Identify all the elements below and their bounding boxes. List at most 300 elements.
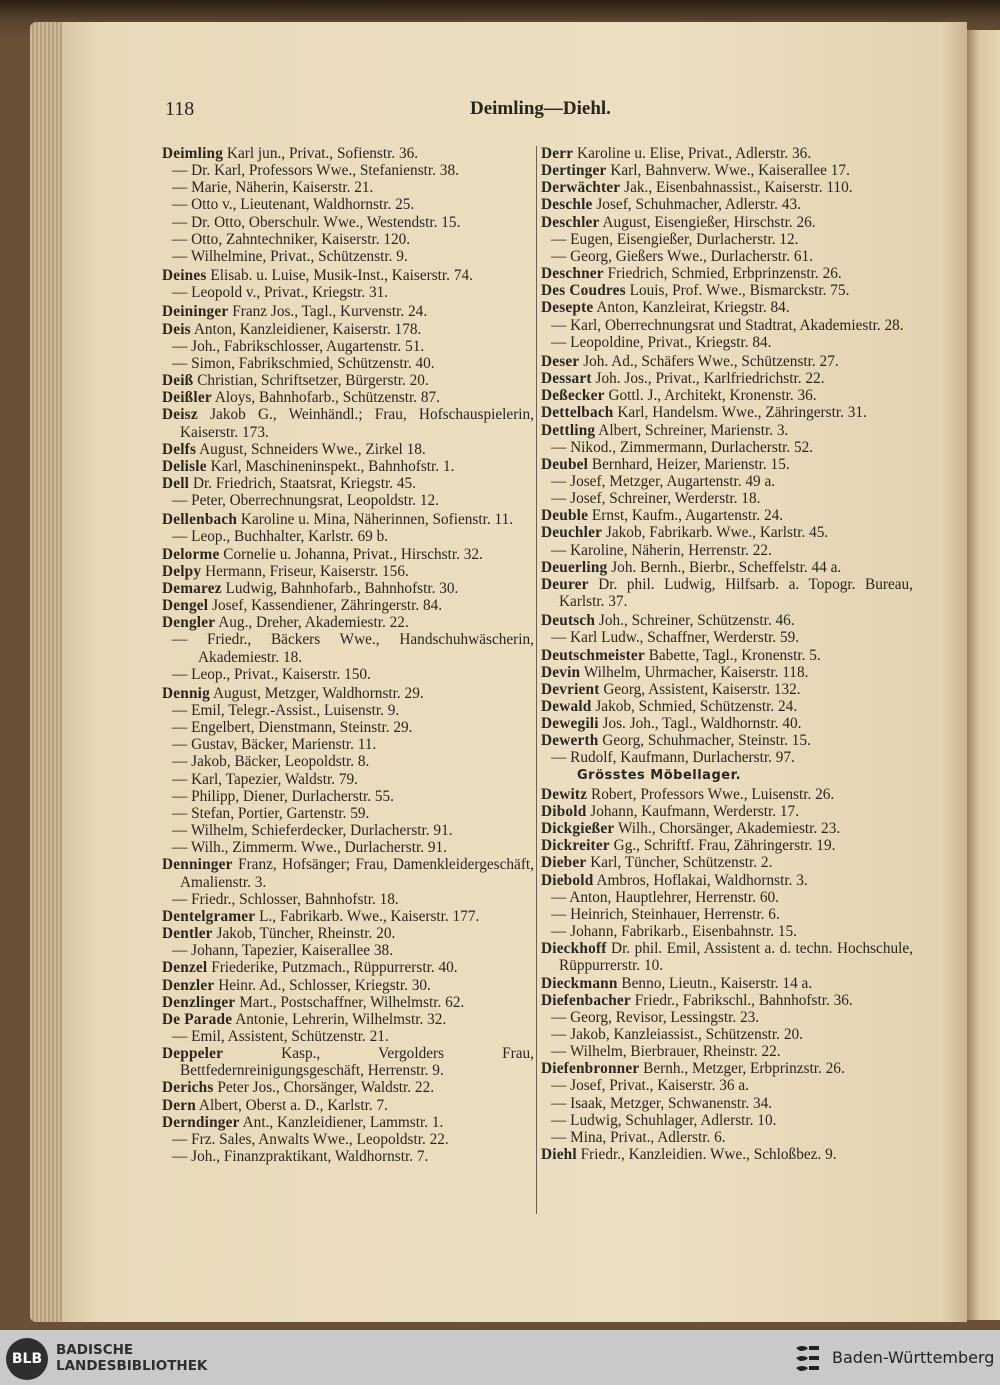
entry-details: Cornelie u. Johanna, Privat., Hirschstr. 32. <box>223 545 483 563</box>
surname: Deutschmeister <box>541 646 645 664</box>
directory-sub-entry <box>541 1129 913 1146</box>
entry-details: Ludwig, Schuhlager, Adlerstr. 10. <box>570 1111 777 1129</box>
entry-details: Joh. Bernh., Bierbr., Scheffelstr. 44 a. <box>611 558 842 576</box>
directory-entry <box>541 612 913 629</box>
surname: Dertinger <box>541 162 607 180</box>
directory-sub-entry <box>162 631 534 665</box>
entry-details: Anton, Kanzleidiener, Kaiserstr. 178. <box>193 320 422 338</box>
entry-details: Christian, Schriftsetzer, Bürgerstr. 20. <box>197 372 429 390</box>
ditto-dash: — <box>172 736 188 754</box>
ditto-dash: — <box>551 472 567 490</box>
right-column <box>541 145 913 1163</box>
entry-details: Karl Ludw., Schaffner, Werderstr. 59. <box>570 629 800 647</box>
entry-details: Elisab. u. Luise, Musik-Inst., Kaiserstr. 74. <box>210 267 473 285</box>
directory-entry <box>541 854 913 871</box>
entry-details: Louis, Prof. Wwe., Bismarckstr. 75. <box>629 282 850 300</box>
entry-details: L., Fabrikarb. Wwe., Kaiserstr. 177. <box>259 907 480 925</box>
entry-details: Jakob, Tüncher, Rheinstr. 20. <box>216 925 396 943</box>
entry-details: Ant., Kanzleidiener, Lammstr. 1. <box>242 1113 444 1131</box>
directory-entry <box>162 994 534 1011</box>
directory-entry <box>162 977 534 994</box>
entry-details: Wilh., Zimmerm. Wwe., Durlacherstr. 91. <box>190 839 447 857</box>
surname: Dewegili <box>541 715 599 733</box>
directory-entry <box>162 685 534 702</box>
directory-entry <box>541 803 913 820</box>
entry-details: Josef, Kassendiener, Zähringerstr. 84. <box>212 597 443 615</box>
directory-sub-entry <box>162 719 534 736</box>
surname: Delorme <box>162 545 220 563</box>
ditto-dash: — <box>551 905 567 923</box>
entry-details: Karl jun., Privat., Sofienstr. 36. <box>226 145 419 162</box>
surname: Dern <box>162 1096 196 1114</box>
directory-sub-entry <box>162 1028 534 1045</box>
ditto-dash: — <box>172 179 188 197</box>
surname: Dewerth <box>541 732 599 750</box>
entry-details: Franz, Hofsänger; Frau, Damenkleidergeschäft, Amalienstr. 3. <box>180 856 534 891</box>
directory-entry <box>162 511 534 528</box>
entry-details: Johann, Tapezier, Kaiserallee 38. <box>191 942 394 960</box>
directory-entry <box>541 282 913 299</box>
entry-details: Philipp, Diener, Durlacherstr. 55. <box>191 787 395 805</box>
directory-entry <box>162 959 534 976</box>
entry-details: Kasp., Vergolders Frau, Bettfedernreinigungsgeschäft, Herrenstr. 9. <box>180 1045 535 1080</box>
directory-sub-entry <box>541 231 913 248</box>
entry-details: August, Schneiders Wwe., Zirkel 18. <box>199 440 426 458</box>
entry-details: Johann, Fabrikarb., Eisenbahnstr. 15. <box>570 923 797 941</box>
directory-entry <box>541 664 913 681</box>
surname: Deiß <box>162 372 194 390</box>
entry-details: Karl, Oberrechnungsrat und Stadtrat, Akademiestr. 28. <box>570 316 904 334</box>
entry-details: Georg, Schuhmacher, Steinstr. 15. <box>602 732 811 750</box>
directory-sub-entry <box>162 788 534 805</box>
surname: Dellenbach <box>162 511 238 529</box>
ditto-dash: — <box>172 822 188 840</box>
directory-entry <box>162 145 534 162</box>
directory-entry <box>162 546 534 563</box>
entry-details: Jakob, Fabrikarb. Wwe., Karlstr. 45. <box>605 524 829 542</box>
directory-entry <box>541 214 913 231</box>
surname: Deschler <box>541 213 600 231</box>
directory-sub-entry <box>541 889 913 906</box>
directory-entry <box>162 321 534 338</box>
directory-entry <box>162 406 534 440</box>
directory-sub-entry <box>162 771 534 788</box>
directory-entry <box>162 908 534 925</box>
surname: Denninger <box>162 856 233 874</box>
directory-sub-entry <box>541 1043 913 1060</box>
entry-details: Josef, Privat., Kaiserstr. 36 a. <box>570 1077 749 1095</box>
entry-details: Karl, Bahnverw. Wwe., Kaiserallee 17. <box>610 162 850 180</box>
ditto-dash: — <box>172 787 188 805</box>
surname: Delisle <box>162 457 207 475</box>
entry-details: Gg., Schriftf. Frau, Zähringerstr. 19. <box>613 837 836 855</box>
library-name[interactable] <box>56 1342 207 1374</box>
entry-details: Franz Jos., Tagl., Kurvenstr. 24. <box>232 303 428 321</box>
directory-entry <box>162 1097 534 1114</box>
entry-details: Joh. Ad., Schäfers Wwe., Schützenstr. 27. <box>583 352 839 370</box>
ditto-dash: — <box>551 1008 567 1026</box>
surname: Dewald <box>541 698 592 715</box>
directory-entry <box>162 1079 534 1096</box>
ditto-dash: — <box>551 629 567 647</box>
directory-sub-entry <box>162 805 534 822</box>
surname: Devrient <box>541 680 600 698</box>
directory-sub-entry <box>541 923 913 940</box>
directory-sub-entry <box>541 749 913 766</box>
ditto-dash: — <box>172 162 188 180</box>
surname: Dengler <box>162 614 216 632</box>
page-number: 118 <box>165 98 195 120</box>
directory-sub-entry <box>162 338 534 355</box>
entry-details: Mina, Privat., Adlerstr. 6. <box>570 1128 726 1146</box>
entry-details: Joh., Fabrikschlosser, Augartenstr. 51. <box>191 337 425 355</box>
directory-sub-entry <box>162 492 534 509</box>
entry-details: Leop., Buchhalter, Karlstr. 69 b. <box>191 528 389 546</box>
ditto-dash: — <box>551 490 567 508</box>
state-name[interactable]: Baden-Württemberg <box>832 1348 995 1367</box>
directory-entry <box>541 647 913 664</box>
ditto-dash: — <box>172 890 188 908</box>
surname: Deschle <box>541 196 593 214</box>
surname: Deimling <box>162 145 224 162</box>
directory-entry <box>541 387 913 404</box>
entry-details: Jakob, Bäcker, Leopoldstr. 8. <box>191 753 370 771</box>
ditto-dash: — <box>551 230 567 248</box>
surname: Devin <box>541 663 581 681</box>
ditto-dash: — <box>551 541 567 559</box>
ditto-dash: — <box>172 1130 188 1148</box>
entry-details: Joh., Schreiner, Schützenstr. 46. <box>598 612 795 630</box>
ditto-dash: — <box>551 749 567 767</box>
entry-details: Wilhelmine, Privat., Schützenstr. 9. <box>190 247 408 265</box>
directory-entry <box>162 389 534 406</box>
entry-details: Gottl. J., Architekt, Kronenstr. 36. <box>608 387 817 405</box>
surname: Delpy <box>162 562 202 580</box>
directory-sub-entry <box>541 317 913 334</box>
directory-entry <box>162 925 534 942</box>
directory-entry <box>541 524 913 541</box>
directory-entry <box>162 1045 534 1079</box>
surname: Diefenbacher <box>541 991 631 1009</box>
entry-details: Karoline u. Mina, Näherinnen, Sofienstr. 11. <box>240 511 514 529</box>
ditto-dash: — <box>172 665 188 683</box>
surname: Desepte <box>541 299 594 317</box>
lions-coat-of-arms-icon <box>793 1342 823 1374</box>
ditto-dash: — <box>551 888 567 906</box>
directory-entry <box>541 179 913 196</box>
directory-sub-entry <box>162 179 534 196</box>
directory-sub-entry <box>541 1095 913 1112</box>
ditto-dash: — <box>551 923 567 941</box>
entry-details: Wilhelm, Bierbrauer, Rheinstr. 22. <box>569 1043 781 1061</box>
ditto-dash: — <box>172 753 188 771</box>
entry-details: Anton, Hauptlehrer, Herrenstr. 60. <box>569 888 779 906</box>
surname: Demarez <box>162 579 222 597</box>
directory-sub-entry <box>162 528 534 545</box>
surname: Dickreiter <box>541 837 610 855</box>
directory-entry <box>162 372 534 389</box>
directory-entry <box>541 145 913 162</box>
surname: Dessart <box>541 370 592 388</box>
directory-sub-entry <box>541 248 913 265</box>
entry-details: Dr. phil. Ludwig, Hilfsarb. a. Topogr. Bureau, Karlstr. 37. <box>559 575 914 611</box>
surname: Dieckmann <box>541 974 618 992</box>
surname: Deurer <box>541 575 589 593</box>
entry-details: Stefan, Portier, Gartenstr. 59. <box>191 804 370 822</box>
entry-details: Wilhelm, Uhrmacher, Kaiserstr. 118. <box>583 663 809 681</box>
entry-details: Dr. Otto, Oberschulr. Wwe., Westendstr. 15. <box>191 213 461 231</box>
surname: Dentelgramer <box>162 907 256 925</box>
ditto-dash: — <box>172 196 188 214</box>
surname: Deißler <box>162 389 212 407</box>
entry-details: Karl, Handelsm. Wwe., Zähringerstr. 31. <box>617 404 867 422</box>
entry-details: Jakob, Schmied, Schützenstr. 24. <box>595 698 798 715</box>
entry-details: Marie, Näherin, Kaiserstr. 21. <box>191 179 374 197</box>
entry-details: Benno, Lieutn., Kaiserstr. 14 a. <box>621 974 813 992</box>
surname: Diefenbronner <box>541 1060 640 1078</box>
entry-details: Karl, Tapezier, Waldstr. 79. <box>191 770 358 788</box>
surname: Des Coudres <box>541 282 626 300</box>
entry-details: Isaak, Metzger, Schwanenstr. 34. <box>570 1094 773 1112</box>
directory-entry <box>541 820 913 837</box>
entry-details: Gustav, Bäcker, Marienstr. 11. <box>191 736 377 754</box>
directory-sub-entry <box>541 490 913 507</box>
entry-details: Friederike, Putzmach., Rüppurrerstr. 40. <box>211 959 458 977</box>
surname: Derwächter <box>541 179 621 197</box>
ditto-dash: — <box>172 702 188 719</box>
surname: Dentler <box>162 925 213 943</box>
entry-details: Peter, Oberrechnungsrat, Leopoldstr. 12. <box>191 492 440 510</box>
surname: Dickgießer <box>541 820 615 838</box>
directory-sub-entry <box>541 1112 913 1129</box>
directory-sub-entry <box>162 839 534 856</box>
ditto-dash: — <box>551 1025 567 1043</box>
directory-entry <box>541 576 913 610</box>
entry-details: Wilh., Chorsänger, Akademiestr. 23. <box>617 820 841 838</box>
surname: Deubel <box>541 455 589 473</box>
ditto-dash: — <box>172 337 188 355</box>
directory-entry <box>541 404 913 421</box>
entry-details: Friedr., Schlosser, Bahnhofstr. 18. <box>191 890 399 908</box>
ditto-dash: — <box>551 1077 567 1095</box>
directory-sub-entry <box>162 666 534 683</box>
directory-entry <box>541 370 913 387</box>
entry-details: Georg, Revisor, Lessingstr. 23. <box>570 1008 760 1026</box>
ditto-dash: — <box>551 1111 567 1129</box>
surname: Dibold <box>541 802 587 820</box>
ditto-dash: — <box>172 528 188 546</box>
directory-sub-entry <box>162 214 534 231</box>
directory-entry <box>541 940 913 974</box>
entry-details: Karoline u. Elise, Privat., Adlerstr. 36. <box>577 145 812 162</box>
entry-details: Joh. Jos., Privat., Karlfriedrichstr. 22. <box>595 370 825 388</box>
entry-details: Leopold v., Privat., Kriegstr. 31. <box>191 284 389 302</box>
entry-details: Josef, Schreiner, Werderstr. 18. <box>570 490 761 508</box>
entry-details: Dr. phil. Emil, Assistent a. d. techn. Hochschule, Rüppurrerstr. 10. <box>559 940 913 975</box>
directory-sub-entry <box>162 162 534 179</box>
directory-entry <box>541 1146 913 1163</box>
surname: Deis <box>162 320 191 338</box>
running-head: Deimling—Diehl. <box>470 98 611 119</box>
entry-details: Babette, Tagl., Kronenstr. 5. <box>648 646 821 664</box>
directory-entry <box>541 786 913 803</box>
entry-details: Leopoldine, Privat., Kriegstr. 84. <box>570 333 772 351</box>
entry-details: Aug., Dreher, Akademiestr. 22. <box>218 614 409 632</box>
ditto-dash: — <box>172 804 188 822</box>
entry-details: Josef, Schuhmacher, Adlerstr. 43. <box>596 196 801 214</box>
directory-entry <box>541 299 913 316</box>
directory-sub-entry <box>541 1009 913 1026</box>
next-page-edge <box>967 30 1000 1320</box>
directory-sub-entry <box>541 473 913 490</box>
surname: Dettling <box>541 421 596 439</box>
entry-details: Jakob G., Weinhändl.; Frau, Hofschauspielerin, Kaiserstr. 173. <box>180 406 535 441</box>
ditto-dash: — <box>172 492 188 510</box>
directory-entry <box>541 715 913 732</box>
directory-entry <box>541 837 913 854</box>
blb-logo[interactable]: BLB <box>6 1338 48 1380</box>
directory-entry <box>541 975 913 992</box>
directory-entry <box>541 992 913 1009</box>
directory-sub-entry <box>162 702 534 719</box>
entry-details: Friedr., Fabrikschl., Bahnhofstr. 36. <box>634 991 853 1009</box>
ditto-dash: — <box>172 213 188 231</box>
entry-details: Dr. Karl, Professors Wwe., Stefanienstr. 38. <box>191 162 459 180</box>
entry-details: Nikod., Zimmermann, Durlacherstr. 52. <box>570 438 814 456</box>
entry-details: Karl, Tüncher, Schützenstr. 2. <box>590 854 773 872</box>
surname: Dengel <box>162 597 209 615</box>
directory-sub-entry <box>541 439 913 456</box>
ditto-dash: — <box>551 1094 567 1112</box>
entry-details: Heinrich, Steinhauer, Herrenstr. 6. <box>570 905 780 923</box>
directory-sub-entry <box>162 231 534 248</box>
directory-entry <box>162 303 534 320</box>
entry-details: Karl, Maschineninspekt., Bahnhofstr. 1. <box>210 457 455 475</box>
entry-details: Engelbert, Dienstmann, Steinstr. 29. <box>191 719 413 737</box>
entry-details: August, Metzger, Waldhornstr. 29. <box>212 684 424 702</box>
entry-details: Emil, Telegr.-Assist., Luisenstr. 9. <box>191 702 400 719</box>
left-column <box>162 145 534 1165</box>
ditto-dash: — <box>172 1148 188 1166</box>
directory-entry <box>541 559 913 576</box>
entry-details: Anton, Kanzleirat, Kriegstr. 84. <box>596 299 790 317</box>
entry-details: Rudolf, Kaufmann, Durlacherstr. 97. <box>570 749 795 767</box>
entry-details: Albert, Schreiner, Marienstr. 3. <box>598 421 789 439</box>
directory-entry <box>541 872 913 889</box>
entry-details: Ludwig, Bahnhofarb., Bahnhofstr. 30. <box>225 579 459 597</box>
entry-details: Antonie, Lehrerin, Wilhelmstr. 32. <box>235 1010 447 1028</box>
ditto-dash: — <box>172 354 188 372</box>
entry-details: Georg, Gießers Wwe., Durlacherstr. 61. <box>570 247 813 265</box>
surname: Deuchler <box>541 524 603 542</box>
ditto-dash: — <box>551 316 567 334</box>
ditto-dash: — <box>551 1043 567 1061</box>
entry-details: Aloys, Bahnhofarb., Schützenstr. 87. <box>214 389 440 407</box>
directory-entry <box>541 162 913 179</box>
directory-sub-entry <box>541 1077 913 1094</box>
entry-details: Otto v., Lieutenant, Waldhornstr. 25. <box>191 196 415 214</box>
entry-details: Jak., Eisenbahnassist., Kaiserstr. 110. <box>624 179 853 197</box>
ditto-dash: — <box>172 770 188 788</box>
surname: Denzel <box>162 959 208 977</box>
directory-sub-entry <box>162 196 534 213</box>
ditto-dash: — <box>172 839 188 857</box>
directory-entry <box>162 1114 534 1131</box>
directory-sub-entry <box>162 1131 534 1148</box>
entry-details: Joh., Finanzpraktikant, Waldhornstr. 7. <box>191 1148 429 1166</box>
directory-entry <box>162 441 534 458</box>
surname: Diehl <box>541 1146 577 1164</box>
ditto-dash: — <box>551 333 567 351</box>
surname: Dell <box>162 474 190 492</box>
entry-details: Mart., Postschaffner, Wilhelmstr. 62. <box>239 993 465 1011</box>
surname: Delfs <box>162 440 197 458</box>
ditto-dash: — <box>172 719 188 737</box>
library-name-line2: LANDESBIBLIOTHEK <box>56 1358 208 1374</box>
entry-details: Friedr., Bäckers Wwe., Handschuhwäscherin, Akademiestr. 18. <box>198 631 534 666</box>
surname: Deßecker <box>541 387 605 405</box>
surname: Dieber <box>541 854 587 872</box>
directory-sub-entry <box>162 736 534 753</box>
entry-details: Josef, Metzger, Augartenstr. 49 a. <box>570 472 776 490</box>
entry-details: Bernhard, Heizer, Marienstr. 15. <box>591 455 790 473</box>
directory-sub-entry <box>162 355 534 372</box>
entry-details: Albert, Oberst a. D., Karlstr. 7. <box>198 1096 388 1114</box>
surname: Deppeler <box>162 1045 224 1063</box>
directory-entry <box>541 196 913 213</box>
directory-entry <box>162 458 534 475</box>
surname: Derr <box>541 145 574 162</box>
directory-entry <box>541 507 913 524</box>
entry-details: Georg, Assistent, Kaiserstr. 132. <box>603 680 801 698</box>
entry-details: Johann, Kaufmann, Werderstr. 17. <box>590 802 800 820</box>
directory-entry <box>541 1060 913 1077</box>
directory-entry <box>541 265 913 282</box>
directory-sub-entry <box>162 891 534 908</box>
ditto-dash: — <box>172 284 188 302</box>
surname: Diebold <box>541 871 594 889</box>
directory-entry <box>541 353 913 370</box>
directory-entry <box>162 1011 534 1028</box>
directory-entry <box>162 580 534 597</box>
directory-sub-entry <box>162 248 534 265</box>
surname: Deuerling <box>541 558 608 576</box>
surname: Derichs <box>162 1079 214 1097</box>
entry-details: Frz. Sales, Anwalts Wwe., Leopoldstr. 22. <box>191 1130 449 1148</box>
directory-sub-entry <box>541 334 913 351</box>
surname: Deisz <box>162 406 198 424</box>
directory-sub-entry <box>162 753 534 770</box>
entry-details: Friedr., Kanzleidien. Wwe., Schloßbez. 9. <box>580 1146 837 1164</box>
surname: Denzler <box>162 976 215 994</box>
directory-entry <box>162 475 534 492</box>
entry-details: August, Eisengießer, Hirschstr. 26. <box>602 213 816 231</box>
surname: De Parade <box>162 1010 233 1028</box>
directory-entry <box>162 856 534 890</box>
directory-entry <box>162 563 534 580</box>
entry-details: Simon, Fabrikschmied, Schützenstr. 40. <box>191 354 435 372</box>
ditto-dash: — <box>172 942 188 960</box>
entry-details: Peter Jos., Chorsänger, Waldstr. 22. <box>217 1079 435 1097</box>
ditto-dash: — <box>172 247 188 265</box>
surname: Denzlinger <box>162 993 236 1011</box>
entry-details: Jos. Joh., Tagl., Waldhornstr. 40. <box>602 715 802 733</box>
entry-details: Wilhelm, Schieferdecker, Durlacherstr. 91. <box>190 822 453 840</box>
column-divider <box>536 146 537 1214</box>
directory-sub-entry <box>162 284 534 301</box>
entry-details: Friedrich, Schmied, Erbprinzenstr. 26. <box>607 265 842 283</box>
entry-details: Ernst, Kaufm., Augartenstr. 24. <box>591 507 784 525</box>
